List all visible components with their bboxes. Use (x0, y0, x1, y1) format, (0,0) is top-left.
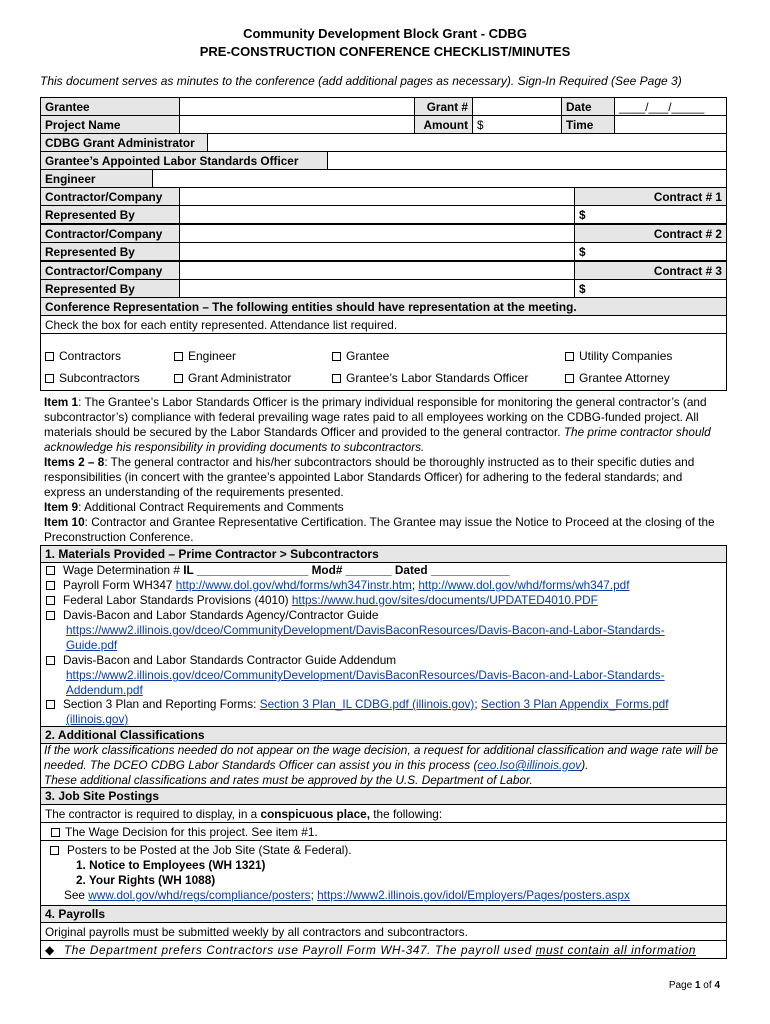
payroll-form-link[interactable]: http://www.dol.gov/whd/forms/wh347.pdf (418, 578, 630, 592)
represented2-label: Represented By (40, 242, 180, 261)
federal-provisions-item: Federal Labor Standards Provisions (4010) https://www.hud.gov/sites/documents/UPDATED4010.PDF (46, 593, 716, 608)
section1-heading: 1. Materials Provided – Prime Contractor > Subcontractors (40, 545, 727, 563)
wage-decision-row: The Wage Decision for this project. See item #1. (40, 822, 727, 841)
checkbox-icon[interactable] (50, 846, 59, 855)
checkbox-icon[interactable] (45, 374, 54, 383)
classification-text: If the work classifications needed do not appear on the wage decision, a request for additional classification and wage rate will be needed. The DCEO CDBG Labor Standards Officer can assist you in this process (ceo.lso@illinois.gov). These additional classifications and rates must be approved by the U.S. Department of Labor. (44, 743, 719, 787)
wage-determination-item: Wage Determination # IL _________________ Mod# _______ Dated ____________ (46, 563, 716, 578)
contractor2-field[interactable] (179, 224, 575, 243)
postings-intro: The contractor is required to display, in a conspicuous place, the following: (40, 804, 727, 823)
dol-posters-link[interactable]: www.dol.gov/whd/regs/compliance/posters (88, 888, 311, 902)
grant-number-field[interactable] (472, 97, 562, 116)
davis-bacon-addendum-link-end[interactable]: Addendum.pdf (66, 683, 143, 697)
checkbox-grant-administrator[interactable]: Grant Administrator (174, 371, 291, 385)
grant-number-label: Grant # (414, 97, 473, 116)
davis-bacon-guide-item: Davis-Bacon and Labor Standards Agency/Contractor Guide https://www2.illinois.gov/dceo/CommunityDevelopment/DavisBaconResources/Davis-Bacon-and-Labor-Standards- Guide.pdf (46, 608, 716, 653)
check-box-instruction: Check the box for each entity represented. Attendance list required. (40, 315, 727, 334)
intro-text: This document serves as minutes to the conference (add additional pages as necessary). Sign-In Required (See Page 3) (40, 74, 682, 88)
labor-officer-field[interactable] (327, 151, 727, 170)
checkbox-icon[interactable] (46, 611, 55, 620)
section3-plan-item: Section 3 Plan and Reporting Forms: Section 3 Plan_IL CDBG.pdf (illinois.gov); Section 3 Plan Appendix_Forms.pdf (illinois.gov) (46, 697, 716, 727)
conference-representation-heading: Conference Representation – The following entities should have representation at the meeting. (40, 297, 727, 316)
checkbox-icon[interactable] (45, 352, 54, 361)
represented2-field[interactable] (179, 242, 575, 261)
admin-label: CDBG Grant Administrator (40, 133, 208, 152)
checkbox-icon[interactable] (46, 581, 55, 590)
page-number: Page 1 of 4 (668, 980, 720, 991)
section3-appendix-link[interactable]: Section 3 Plan Appendix_Forms.pdf (480, 697, 669, 711)
labor-officer-label: Grantee’s Appointed Labor Standards Officer (40, 151, 328, 170)
lso-email-link[interactable]: ceo.lso@illinois.gov (477, 758, 582, 772)
posters-item: Posters to be Posted at the Job Site (State & Federal). 1. Notice to Employees (WH 1321) 2. Your Rights (WH 1088) See www.dol.gov/whd/regs/compliance/posters; https://www2.illinois.gov/idol/Employers/Pages/posters.aspx (50, 843, 720, 903)
project-name-label: Project Name (40, 115, 180, 134)
section2-heading: 2. Additional Classifications (40, 726, 727, 744)
davis-bacon-guide-link[interactable]: https://www2.illinois.gov/dceo/CommunityDevelopment/DavisBaconResources/Davis-Bacon-and-Labor-Standards- (66, 623, 665, 637)
contractor3-field[interactable] (179, 261, 575, 280)
contract3-amount[interactable]: $ (574, 279, 727, 298)
contractor3-label: Contractor/Company (40, 261, 180, 280)
checkbox-icon[interactable] (46, 656, 55, 665)
admin-field[interactable] (207, 133, 727, 152)
section3-appendix-link-end[interactable]: (illinois.gov) (66, 712, 129, 726)
contractor1-field[interactable] (179, 187, 575, 206)
grantee-label: Grantee (40, 97, 180, 116)
grantee-field[interactable] (179, 97, 415, 116)
section3-plan-link[interactable]: Section 3 Plan_IL CDBG.pdf (illinois.gov) (259, 697, 475, 711)
checkbox-engineer[interactable]: Engineer (174, 349, 236, 363)
engineer-field[interactable] (152, 169, 727, 188)
checkbox-icon[interactable] (46, 566, 55, 575)
contract2-label: Contract # 2 (574, 224, 727, 243)
checkbox-grantee[interactable]: Grantee (332, 349, 389, 363)
contractor1-label: Contractor/Company (40, 187, 180, 206)
diamond-bullet-icon: ◆ (45, 943, 55, 957)
checkbox-icon[interactable] (46, 596, 55, 605)
contract1-amount[interactable]: $ (574, 205, 727, 224)
time-label: Time (561, 115, 615, 134)
amount-label: Amount (414, 115, 473, 134)
document-title: Community Development Block Grant - CDBG (243, 26, 527, 41)
checkbox-subcontractors[interactable]: Subcontractors (45, 371, 140, 385)
represented1-label: Represented By (40, 205, 180, 224)
checkbox-icon[interactable] (174, 352, 183, 361)
davis-bacon-addendum-item: Davis-Bacon and Labor Standards Contractor Guide Addendum https://www2.illinois.gov/dceo/CommunityDevelopment/DavisBaconResources/Davis-Bacon-and-Labor-Standards- Addendum.pdf (46, 653, 716, 698)
checkbox-grantee-attorney[interactable]: Grantee Attorney (565, 371, 670, 385)
date-field[interactable]: ____/___/_____ (614, 97, 727, 116)
date-label: Date (561, 97, 615, 116)
contractor2-label: Contractor/Company (40, 224, 180, 243)
checkbox-icon[interactable] (565, 374, 574, 383)
payroll-requirement: Original payrolls must be submitted weekly by all contractors and subcontractors. (40, 922, 727, 941)
checkbox-icon[interactable] (174, 374, 183, 383)
checkbox-grantee-lso[interactable]: Grantee’s Labor Standards Officer (332, 371, 528, 385)
payroll-form-item: Payroll Form WH347 http://www.dol.gov/whd/forms/wh347instr.htm; http://www.dol.gov/whd/forms/wh347.pdf (46, 578, 716, 593)
checkbox-icon[interactable] (51, 828, 60, 837)
checkbox-contractors[interactable]: Contractors (45, 349, 121, 363)
checkbox-utility-companies[interactable]: Utility Companies (565, 349, 672, 363)
time-field[interactable] (614, 115, 727, 134)
federal-provisions-link[interactable]: https://www.hud.gov/sites/documents/UPDATED4010.PDF (291, 593, 598, 607)
contract2-amount[interactable]: $ (574, 242, 727, 261)
represented3-field[interactable] (179, 279, 575, 298)
davis-bacon-guide-link-end[interactable]: Guide.pdf (66, 638, 118, 652)
payroll-instructions-link[interactable]: http://www.dol.gov/whd/forms/wh347instr.htm (175, 578, 412, 592)
checkbox-icon[interactable] (565, 352, 574, 361)
represented3-label: Represented By (40, 279, 180, 298)
amount-field[interactable]: $ (472, 115, 562, 134)
section3-heading: 3. Job Site Postings (40, 787, 727, 805)
davis-bacon-addendum-link[interactable]: https://www2.illinois.gov/dceo/CommunityDevelopment/DavisBaconResources/Davis-Bacon-and-Labor-Standards- (66, 668, 665, 682)
project-name-field[interactable] (179, 115, 415, 134)
contract3-label: Contract # 3 (574, 261, 727, 280)
idol-posters-link[interactable]: https://www2.illinois.gov/idol/Employers/Pages/posters.aspx (317, 888, 630, 902)
contract1-label: Contract # 1 (574, 187, 727, 206)
section4-heading: 4. Payrolls (40, 905, 727, 923)
checkbox-icon[interactable] (46, 700, 55, 709)
payroll-preference-row: ◆ The Department prefers Contractors use Payroll Form WH-347. The payroll used must contain all information (40, 940, 727, 959)
engineer-label: Engineer (40, 169, 153, 188)
items-description: Item 1: The Grantee’s Labor Standards Officer is the primary individual responsible for monitoring the general contractor’s (and subcontractor’s) compliance with federal prevailing wage rates paid to all employees working on the CDBG-funded project. All materials should be secured by the Labor Standards Officer and provided to the general contractor. The prime contractor should acknowledge his responsibility in providing documents to subcontractors. Items 2 – 8: The general contractor and his/her subcontractors should be thoroughly instructed as to their specific duties and responsibilities (in concert with the grantee’s appointed Labor Standards Officer) for adhering to the federal standards; and express an understanding of the requirements presented. Item 9: Additional Contract Requirements and Comments Item 10: Contractor and Grantee Representative Certification. The Grantee may issue the Notice to Proceed at the closing of the Preconstruction Conference. (44, 395, 715, 544)
checkbox-icon[interactable] (332, 352, 341, 361)
document-subtitle: PRE-CONSTRUCTION CONFERENCE CHECKLIST/MINUTES (199, 44, 571, 59)
checkbox-icon[interactable] (332, 374, 341, 383)
represented1-field[interactable] (179, 205, 575, 224)
